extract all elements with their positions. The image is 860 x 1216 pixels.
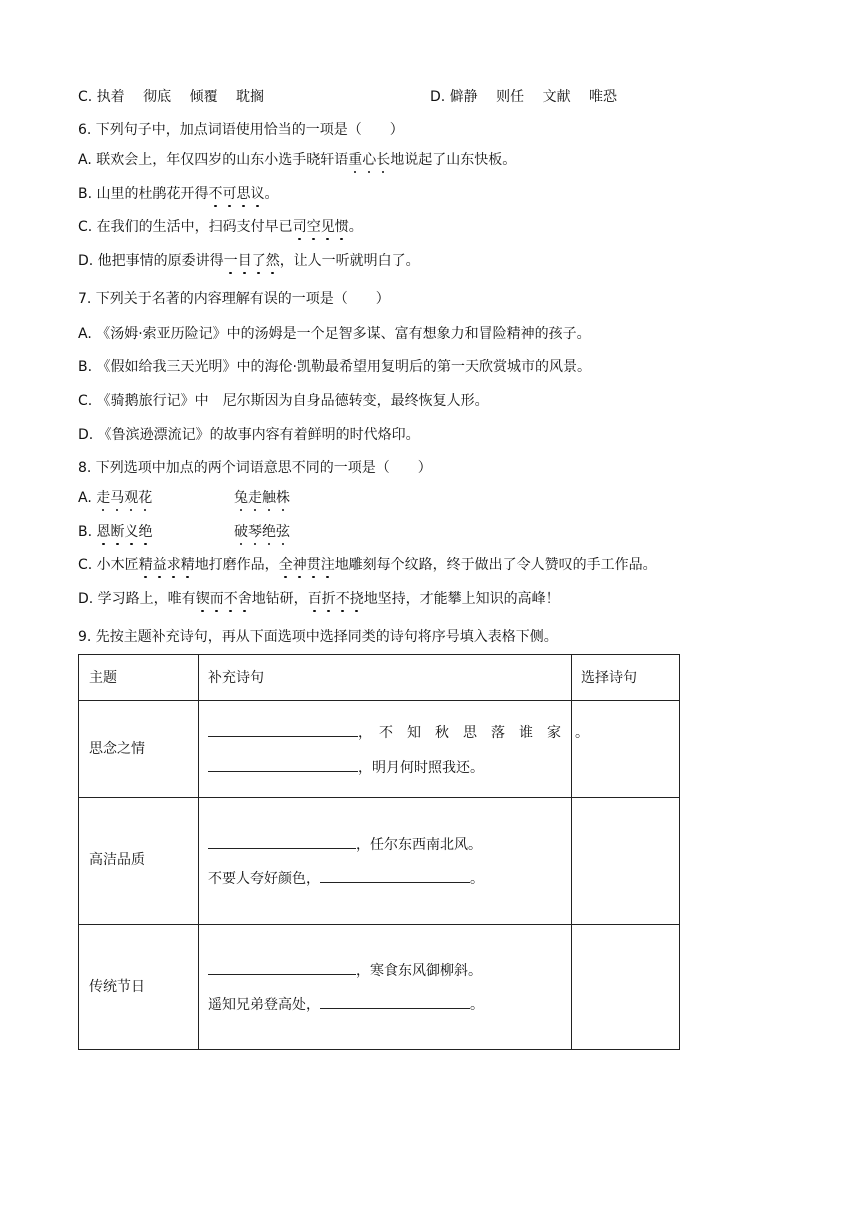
emphasis-char: 了 — [251, 253, 266, 269]
theme-cell: 高洁品质 — [89, 852, 145, 868]
dotted-word — [209, 186, 265, 202]
emphasis-char: 挠 — [349, 591, 364, 607]
emphasis-char: 花 — [138, 490, 153, 506]
emphasis-char: 目 — [237, 253, 252, 269]
dotted-word — [224, 253, 280, 269]
header-supplement: 补充诗句 — [208, 670, 264, 686]
poem-line: ，任尔东西南北风。 — [208, 835, 482, 854]
dotted-word — [348, 152, 390, 168]
emphasis-char: 触 — [262, 490, 276, 506]
question-8-option-d: D. 学习路上，唯有锲而不舍地钻研，百折不挠地坚持，才能攀上知识的高峰！ — [78, 591, 560, 607]
dotted-word — [196, 591, 252, 607]
dotted-word — [308, 591, 364, 607]
question-9-stem: 9. 先按主题补充诗句，再从下面选项中选择同类的诗句将序号填入表格下侧。 — [78, 629, 558, 645]
emphasis-char: 益 — [152, 557, 167, 573]
question-8-stem: 8. 下列选项中加点的两个词语意思不同的一项是（ ） — [78, 460, 432, 476]
emphasis-char: 不 — [208, 186, 223, 202]
emphasis-char: 精 — [180, 557, 195, 573]
emphasis-char: 舍 — [237, 591, 252, 607]
emphasis-char: 司 — [292, 219, 307, 235]
emphasis-char: 恩 — [96, 524, 111, 540]
question-7-stem: 7. 下列关于名著的内容理解有误的一项是（ ） — [78, 291, 390, 307]
emphasis-char: 精 — [138, 557, 153, 573]
question-8-option-b-second — [234, 523, 290, 541]
option-c-q5: C. 执着 彻底 倾覆 耽搁 — [78, 89, 265, 105]
theme-cell: 传统节日 — [89, 979, 145, 995]
row-divider — [79, 924, 679, 925]
emphasis-char: 弦 — [276, 524, 290, 540]
poem-line: ， 不 知 秋 思 落 谁 家 。 — [208, 723, 589, 742]
question-7-option-c: C. 《骑鹅旅行记》中 尼尔斯因为自身品德转变，最终恢复人形。 — [78, 393, 489, 409]
question-6-stem: 6. 下列句子中，加点词语使用恰当的一项是（ ） — [78, 122, 404, 138]
question-6-option-a: A. 联欢会上，年仅四岁的山东小选手晓轩语重心长地说起了山东快板。 — [78, 152, 517, 168]
dotted-word — [234, 490, 290, 506]
emphasis-char: 惯 — [334, 219, 349, 235]
emphasis-char: 绝 — [138, 524, 153, 540]
answer-blank[interactable] — [208, 961, 356, 975]
theme-cell: 思念之情 — [89, 741, 145, 757]
emphasis-char: 观 — [124, 490, 139, 506]
poem-line: 不要人夸好颜色， 。 — [208, 871, 484, 887]
emphasis-char: 空 — [306, 219, 321, 235]
emphasis-char: 长 — [376, 152, 391, 168]
emphasis-char: 一 — [223, 253, 238, 269]
emphasis-char: 株 — [276, 490, 290, 506]
question-7-option-b: B. 《假如给我三天光明》中的海伦·凯勒最希望用复明后的第一天欣赏城市的风景。 — [78, 359, 591, 375]
emphasis-char: 绝 — [262, 524, 276, 540]
question-6-option-d: D. 他把事情的原委讲得一目了然，让人一听就明白了。 — [78, 253, 420, 269]
question-6-option-c: C. 在我们的生活中，扫码支付早已司空见惯。 — [78, 219, 363, 235]
dotted-word — [96, 490, 152, 506]
emphasis-char: 义 — [124, 524, 139, 540]
column-divider — [198, 655, 199, 1049]
row-divider — [79, 797, 679, 798]
question-6-option-b: B. 山里的杜鹃花开得不可思议。 — [78, 186, 279, 202]
emphasis-char: 不 — [223, 591, 238, 607]
emphasis-char: 破 — [234, 524, 248, 540]
dotted-word — [279, 557, 335, 573]
question-8-option-a: A. 走马观花 — [78, 490, 153, 506]
emphasis-char: 百 — [307, 591, 322, 607]
emphasis-char: 兔 — [234, 490, 248, 506]
emphasis-char: 马 — [110, 490, 125, 506]
emphasis-char: 贯 — [306, 557, 321, 573]
question-8-option-c: C. 小木匠精益求精地打磨作品，全神贯注地雕刻每个纹路，终于做出了令人赞叹的手工作品。 — [78, 557, 657, 573]
emphasis-char: 重 — [348, 152, 363, 168]
dotted-word — [293, 219, 349, 235]
header-theme: 主题 — [89, 670, 117, 686]
emphasis-char: 议 — [250, 186, 265, 202]
row-divider — [79, 700, 679, 701]
emphasis-char: 琴 — [248, 524, 262, 540]
emphasis-char: 注 — [320, 557, 335, 573]
answer-blank[interactable] — [208, 723, 358, 737]
answer-blank[interactable] — [208, 758, 358, 772]
emphasis-char: 求 — [166, 557, 181, 573]
poem-line: ，明月何时照我还。 — [208, 758, 484, 777]
question-7-option-d: D. 《鲁滨逊漂流记》的故事内容有着鲜明的时代烙印。 — [78, 427, 420, 443]
poem-line: 遥知兄弟登高处， 。 — [208, 997, 484, 1013]
answer-blank[interactable] — [320, 995, 470, 1009]
emphasis-char: 折 — [321, 591, 336, 607]
poem-line: ，寒食东风御柳斜。 — [208, 961, 482, 980]
question-8-option-b: B. 恩断义绝 — [78, 524, 153, 540]
emphasis-char: 可 — [222, 186, 237, 202]
emphasis-char: 全 — [278, 557, 293, 573]
column-divider — [571, 655, 572, 1049]
emphasis-char: 锲 — [195, 591, 210, 607]
emphasis-char: 见 — [320, 219, 335, 235]
header-select: 选择诗句 — [581, 670, 637, 686]
emphasis-char: 神 — [292, 557, 307, 573]
emphasis-char: 走 — [248, 490, 262, 506]
emphasis-char: 而 — [209, 591, 224, 607]
dotted-word — [97, 524, 153, 540]
dotted-word — [139, 557, 195, 573]
question-8-option-a-second — [234, 489, 290, 507]
emphasis-char: 然 — [265, 253, 280, 269]
emphasis-char: 心 — [362, 152, 377, 168]
answer-blank[interactable] — [208, 835, 356, 849]
emphasis-char: 断 — [110, 524, 125, 540]
question-7-option-a: A. 《汤姆·索亚历险记》中的汤姆是一个足智多谋、富有想象力和冒险精神的孩子。 — [78, 326, 591, 342]
emphasis-char: 不 — [335, 591, 350, 607]
poem-table — [78, 654, 680, 1050]
emphasis-char: 思 — [236, 186, 251, 202]
dotted-word — [234, 524, 290, 540]
emphasis-char: 走 — [96, 490, 111, 506]
option-d-q5: D. 僻静 则任 文献 唯恐 — [430, 89, 618, 105]
answer-blank[interactable] — [320, 869, 470, 883]
